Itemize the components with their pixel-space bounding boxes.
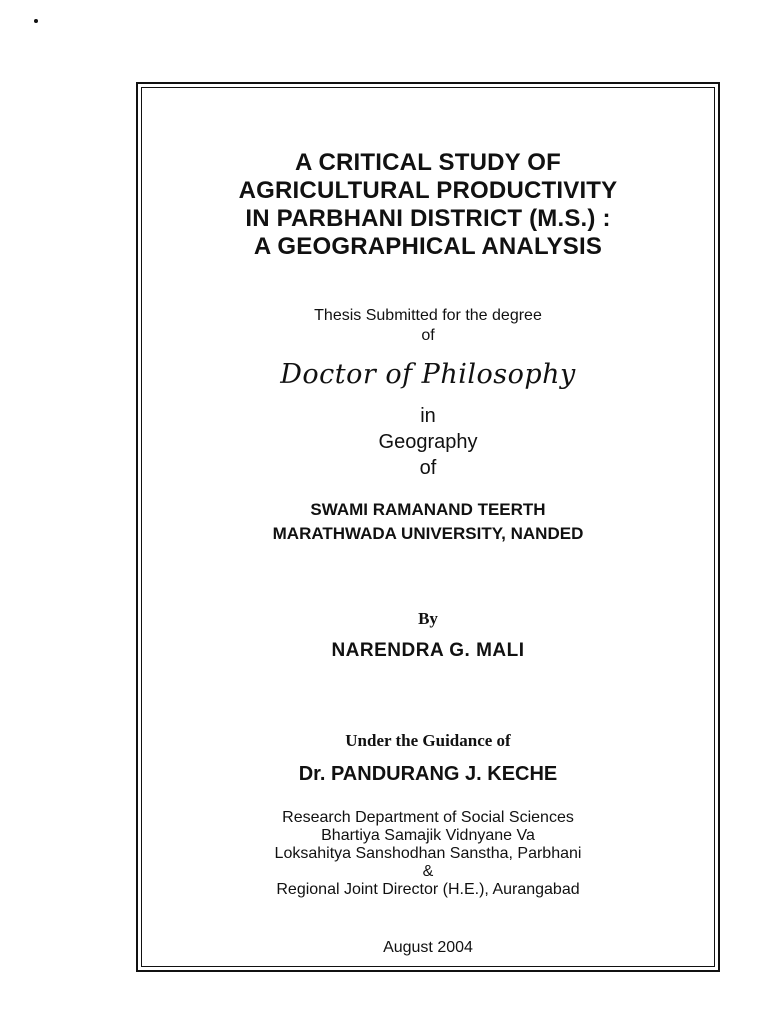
university-line-1: SWAMI RAMANAND TEERTH: [310, 500, 546, 519]
submission-date: August 2004: [383, 939, 473, 956]
affiliation-line-1: Research Department of Social Sciences: [282, 809, 574, 826]
by-label: By: [418, 609, 438, 628]
subject-field: Geography: [378, 431, 478, 453]
subject-in: in: [420, 405, 436, 427]
guidance-label: Under the Guidance of: [345, 731, 511, 750]
submission-of: of: [421, 327, 435, 344]
subject-of: of: [419, 457, 437, 479]
affiliation-line-5: Regional Joint Director (H.E.), Aurangabad: [276, 881, 580, 898]
thesis-title-line-3: IN PARBHANI DISTRICT (M.S.) :: [245, 205, 611, 232]
author-name: NARENDRA G. MALI: [331, 640, 525, 661]
affiliation-line-3: Loksahitya Sanshodhan Sanstha, Parbhani: [274, 845, 582, 862]
scan-mark: [34, 19, 38, 23]
affiliation-line-2: Bhartiya Samajik Vidnyane Va: [321, 827, 535, 844]
thesis-title-line-2: AGRICULTURAL PRODUCTIVITY: [238, 177, 618, 204]
degree-name: Doctor of Philosophy: [280, 359, 576, 390]
university-line-2: MARATHWADA UNIVERSITY, NANDED: [272, 524, 584, 543]
thesis-title-line-1: A CRITICAL STUDY OF: [294, 149, 562, 176]
affiliation-ampersand: &: [422, 863, 434, 880]
thesis-title-line-4: A GEOGRAPHICAL ANALYSIS: [253, 233, 603, 260]
guide-name: Dr. PANDURANG J. KECHE: [298, 763, 558, 785]
submission-statement: Thesis Submitted for the degree: [314, 307, 542, 324]
